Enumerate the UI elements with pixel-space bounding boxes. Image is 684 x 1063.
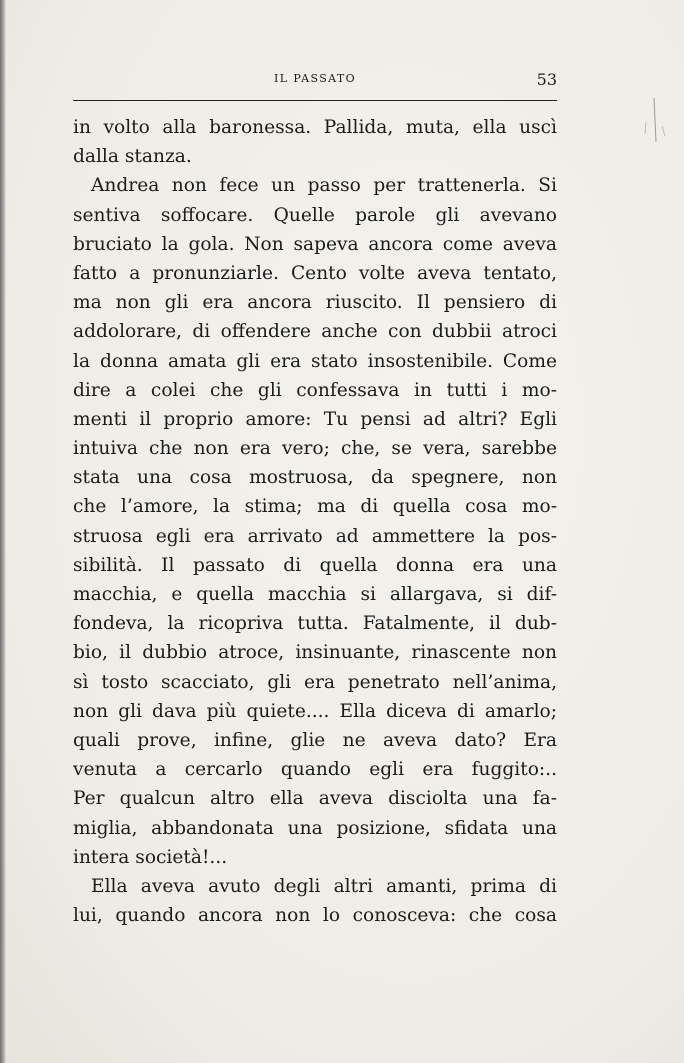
text-line: struosa egli era arrivato ad ammettere la pos-	[73, 525, 557, 547]
text-line: la donna amata gli era stato insostenibile. Come	[73, 350, 557, 372]
text-line: dire a colei che gli confessava in tutti i mo-	[73, 379, 557, 401]
text-line: sentiva soffocare. Quelle parole gli avevano	[73, 204, 557, 226]
page-number: 53	[536, 70, 557, 89]
text-line: bio, il dubbio atroce, insinuante, rinascente non	[73, 642, 557, 664]
text-line: intuiva che non era vero; che, se vera, sarebbe	[73, 438, 557, 460]
margin-pencil-mark	[640, 96, 670, 146]
text-line: dalla stanza.	[73, 146, 192, 168]
text-line: ma non gli era ancora riuscito. Il pensiero di	[73, 292, 557, 314]
text-line: sì tosto scacciato, gli era penetrato nell’anima,	[73, 671, 557, 693]
text-line: intera società!...	[73, 846, 228, 868]
text-line: stata una cosa mostruosa, da spegnere, non	[73, 467, 557, 489]
text-line: venuta a cercarlo quando egli era fuggito:..	[73, 759, 557, 781]
text-line: bruciato la gola. Non sapeva ancora come aveva	[73, 233, 557, 255]
text-line: Ella aveva avuto degli altri amanti, prima di	[91, 875, 557, 897]
text-line: Andrea non fece un passo per trattenerla. Si	[91, 175, 557, 197]
text-line: macchia, e quella macchia si allargava, si dif-	[73, 584, 557, 605]
text-line: quali prove, infine, glie ne aveva dato? Era	[73, 729, 557, 751]
text-line: menti il proprio amore: Tu pensi ad altri? Egli	[73, 408, 557, 430]
text-line: fatto a pronunziarle. Cento volte aveva tentato,	[73, 262, 557, 284]
text-line: che l’amore, la stima; ma di quella cosa mo-	[73, 496, 557, 518]
text-line: fondeva, la ricopriva tutta. Fatalmente, il dub-	[73, 613, 557, 635]
text-line: non gli dava più quiete.... Ella diceva di amarlo;	[73, 700, 557, 722]
text-line: in volto alla baronessa. Pallida, muta, ella uscì	[73, 117, 557, 138]
text-line: Per qualcun altro ella aveva disciolta una fa-	[73, 788, 557, 810]
running-title: IL PASSATO	[273, 72, 357, 85]
text-line: lui, quando ancora non lo conosceva: che cosa	[73, 905, 557, 927]
header-rule	[73, 100, 557, 101]
text-line: addolorare, di offendere anche con dubbii atroci	[73, 321, 557, 343]
page-binding-edge	[0, 0, 6, 1063]
text-line: sibilità. Il passato di quella donna era una	[73, 554, 557, 576]
body-text	[73, 113, 557, 930]
text-line: miglia, abbandonata una posizione, sfidata una	[73, 817, 557, 839]
page-header	[73, 68, 557, 92]
